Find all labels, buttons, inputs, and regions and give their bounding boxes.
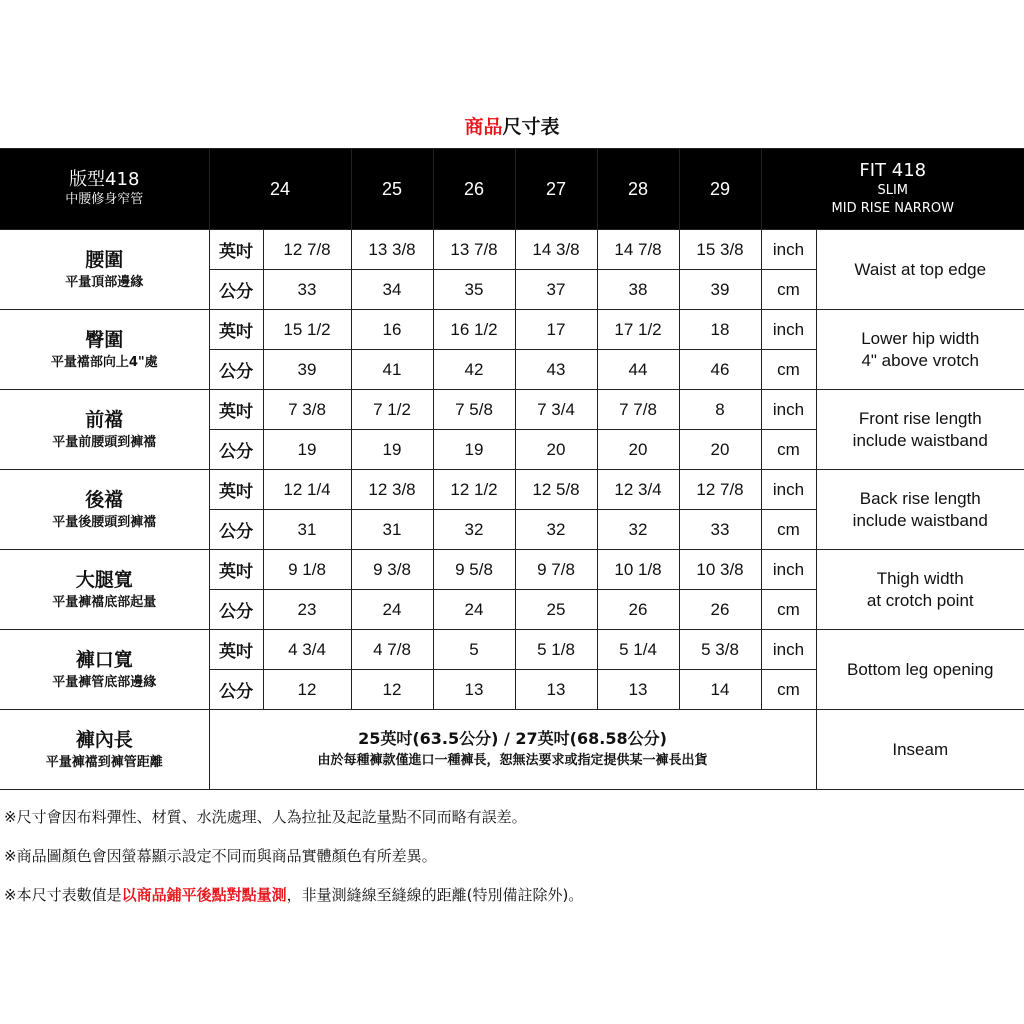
measure-sub: 平量褲管底部邊緣 — [52, 674, 157, 690]
unit-en: inch — [761, 230, 816, 270]
measure-english — [816, 470, 1024, 550]
value-cell: 13 7/8 — [433, 230, 515, 270]
note-3-a: ※本尺寸表數值是 — [4, 886, 122, 904]
value-cell: 10 1/8 — [597, 550, 679, 590]
value-cell: 20 — [679, 430, 761, 470]
measure-label — [0, 470, 209, 550]
value-cell: 12 5/8 — [515, 470, 597, 510]
value-cell: 13 — [515, 670, 597, 710]
inseam-row — [0, 710, 1024, 790]
value-cell: 12 7/8 — [679, 470, 761, 510]
measure-name: 後襠 — [85, 488, 124, 511]
value-cell: 19 — [351, 430, 433, 470]
unit-en: inch — [761, 390, 816, 430]
inseam-line2: 由於每種褲款僅進口一種褲長，恕無法要求或指定提供某一褲長出貨 — [317, 752, 708, 768]
value-cell: 25 — [515, 590, 597, 630]
size-header: 24 — [209, 149, 351, 230]
unit-zh: 英吋 — [209, 390, 263, 430]
measure-name: 臀圍 — [85, 328, 124, 351]
inseam-english: Inseam — [816, 710, 1024, 790]
measure-english — [816, 390, 1024, 470]
value-cell: 32 — [597, 510, 679, 550]
unit-en: cm — [761, 670, 816, 710]
value-cell: 20 — [597, 430, 679, 470]
value-cell: 5 1/4 — [597, 630, 679, 670]
english-line1: Waist at top edge — [854, 259, 987, 279]
measure-name: 腰圍 — [85, 248, 124, 271]
unit-zh: 英吋 — [209, 470, 263, 510]
measure-label — [0, 550, 209, 630]
value-cell: 12 1/2 — [433, 470, 515, 510]
model-cell — [0, 149, 209, 230]
unit-zh: 公分 — [209, 670, 263, 710]
value-cell: 7 5/8 — [433, 390, 515, 430]
measure-sub: 平量頂部邊緣 — [65, 274, 144, 290]
value-cell: 5 1/8 — [515, 630, 597, 670]
size-table — [0, 148, 1024, 790]
measure-english — [816, 230, 1024, 310]
value-cell: 9 7/8 — [515, 550, 597, 590]
value-cell: 12 — [263, 670, 351, 710]
value-cell: 35 — [433, 270, 515, 310]
note-1: ※尺寸會因布料彈性、材質、水洗處理、人為拉扯及起訖量點不同而略有誤差。 — [4, 808, 527, 826]
value-cell: 9 5/8 — [433, 550, 515, 590]
value-cell: 34 — [351, 270, 433, 310]
value-cell: 44 — [597, 350, 679, 390]
english-line1: Bottom leg opening — [847, 659, 994, 679]
value-cell: 16 1/2 — [433, 310, 515, 350]
value-cell: 18 — [679, 310, 761, 350]
unit-zh: 英吋 — [209, 550, 263, 590]
note-3-b: ，非量測縫線至縫線的距離(特別備註除外)。 — [286, 886, 584, 904]
measure-label — [0, 230, 209, 310]
measure-name: 前襠 — [85, 408, 124, 431]
english-line1: Thigh width — [876, 568, 964, 588]
unit-en: cm — [761, 270, 816, 310]
value-cell: 46 — [679, 350, 761, 390]
table-row — [0, 390, 1024, 430]
inseam-line1: 25英吋(63.5公分) / 27英吋(68.58公分) — [358, 728, 667, 748]
header-row — [0, 149, 1024, 230]
unit-zh: 公分 — [209, 590, 263, 630]
value-cell: 24 — [351, 590, 433, 630]
value-cell: 12 3/4 — [597, 470, 679, 510]
english-line2: at crotch point — [866, 590, 974, 610]
value-cell: 43 — [515, 350, 597, 390]
unit-zh: 公分 — [209, 510, 263, 550]
value-cell: 39 — [679, 270, 761, 310]
size-header: 26 — [433, 149, 515, 230]
note-3 — [4, 886, 583, 904]
value-cell: 16 — [351, 310, 433, 350]
title-red: 商品 — [464, 116, 503, 138]
value-cell: 13 — [597, 670, 679, 710]
measure-label — [0, 310, 209, 390]
model-sub: 中腰修身窄管 — [65, 192, 144, 207]
measure-label — [0, 390, 209, 470]
value-cell: 17 1/2 — [597, 310, 679, 350]
english-line1: Front rise length — [858, 408, 982, 428]
notes — [4, 808, 583, 925]
value-cell: 17 — [515, 310, 597, 350]
value-cell: 12 7/8 — [263, 230, 351, 270]
unit-zh: 英吋 — [209, 310, 263, 350]
value-cell: 19 — [263, 430, 351, 470]
measure-label — [0, 630, 209, 710]
measure-sub: 平量後腰頭到褲襠 — [52, 514, 157, 530]
value-cell: 14 3/8 — [515, 230, 597, 270]
table-row — [0, 550, 1024, 590]
value-cell: 32 — [515, 510, 597, 550]
measure-english — [816, 550, 1024, 630]
value-cell: 39 — [263, 350, 351, 390]
value-cell: 13 — [433, 670, 515, 710]
title-black: 尺寸表 — [502, 116, 560, 138]
measure-name: 褲口寬 — [75, 648, 133, 671]
value-cell: 7 3/4 — [515, 390, 597, 430]
table-row — [0, 310, 1024, 350]
fit-cell — [761, 149, 1024, 230]
value-cell: 14 7/8 — [597, 230, 679, 270]
fit-name: FIT 418 — [859, 160, 927, 181]
measure-name: 大腿寬 — [75, 568, 133, 591]
english-line1: Lower hip width — [861, 328, 980, 348]
fit-line2: SLIM — [877, 183, 909, 198]
value-cell: 19 — [433, 430, 515, 470]
value-cell: 12 3/8 — [351, 470, 433, 510]
value-cell: 24 — [433, 590, 515, 630]
value-cell: 5 — [433, 630, 515, 670]
value-cell: 42 — [433, 350, 515, 390]
inseam-value — [209, 710, 816, 790]
value-cell: 5 3/8 — [679, 630, 761, 670]
unit-zh: 公分 — [209, 430, 263, 470]
value-cell: 38 — [597, 270, 679, 310]
table-row — [0, 630, 1024, 670]
unit-en: cm — [761, 510, 816, 550]
inseam-sub: 平量褲襠到褲管距離 — [45, 754, 163, 770]
value-cell: 26 — [679, 590, 761, 630]
english-line2: include waistband — [852, 510, 988, 530]
unit-zh: 英吋 — [209, 630, 263, 670]
measure-sub: 平量褲襠底部起量 — [52, 594, 157, 610]
unit-zh: 英吋 — [209, 230, 263, 270]
value-cell: 41 — [351, 350, 433, 390]
inseam-label — [0, 710, 209, 790]
unit-zh: 公分 — [209, 350, 263, 390]
value-cell: 7 7/8 — [597, 390, 679, 430]
page-title — [0, 112, 1024, 139]
model-name: 版型418 — [69, 169, 140, 190]
value-cell: 10 3/8 — [679, 550, 761, 590]
english-line2: 4" above vrotch — [861, 350, 980, 370]
note-2: ※商品圖顏色會因螢幕顯示設定不同而與商品實體顏色有所差異。 — [4, 847, 437, 865]
unit-zh: 公分 — [209, 270, 263, 310]
value-cell: 32 — [433, 510, 515, 550]
measure-english — [816, 630, 1024, 710]
value-cell: 33 — [679, 510, 761, 550]
value-cell: 8 — [679, 390, 761, 430]
unit-en: inch — [761, 310, 816, 350]
value-cell: 37 — [515, 270, 597, 310]
value-cell: 26 — [597, 590, 679, 630]
unit-en: cm — [761, 350, 816, 390]
size-header: 29 — [679, 149, 761, 230]
value-cell: 7 3/8 — [263, 390, 351, 430]
value-cell: 12 — [351, 670, 433, 710]
value-cell: 33 — [263, 270, 351, 310]
value-cell: 7 1/2 — [351, 390, 433, 430]
unit-en: inch — [761, 470, 816, 510]
value-cell: 12 1/4 — [263, 470, 351, 510]
table-row — [0, 230, 1024, 270]
unit-en: cm — [761, 590, 816, 630]
fit-line3: MID RISE NARROW — [831, 201, 954, 216]
size-header: 27 — [515, 149, 597, 230]
value-cell: 14 — [679, 670, 761, 710]
value-cell: 15 3/8 — [679, 230, 761, 270]
unit-en: inch — [761, 550, 816, 590]
value-cell: 13 3/8 — [351, 230, 433, 270]
value-cell: 20 — [515, 430, 597, 470]
size-header: 25 — [351, 149, 433, 230]
value-cell: 9 3/8 — [351, 550, 433, 590]
value-cell: 31 — [351, 510, 433, 550]
measure-sub: 平量前腰頭到褲襠 — [52, 434, 157, 450]
measure-english — [816, 310, 1024, 390]
value-cell: 31 — [263, 510, 351, 550]
value-cell: 15 1/2 — [263, 310, 351, 350]
measure-sub: 平量襠部向上4"處 — [50, 354, 158, 370]
value-cell: 9 1/8 — [263, 550, 351, 590]
unit-en: cm — [761, 430, 816, 470]
table-row — [0, 470, 1024, 510]
unit-en: inch — [761, 630, 816, 670]
value-cell: 23 — [263, 590, 351, 630]
value-cell: 4 3/4 — [263, 630, 351, 670]
english-line2: include waistband — [852, 430, 988, 450]
note-3-red: 以商品鋪平後點對點量測 — [121, 886, 287, 904]
inseam-name: 褲內長 — [75, 728, 133, 751]
value-cell: 4 7/8 — [351, 630, 433, 670]
size-header: 28 — [597, 149, 679, 230]
english-line1: Back rise length — [859, 488, 981, 508]
